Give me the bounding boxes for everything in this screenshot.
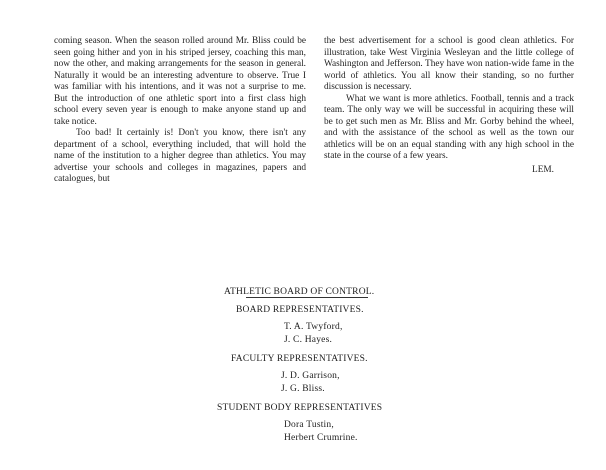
board-title: ATHLETIC BOARD OF CONTROL. <box>224 287 375 297</box>
faculty-member-bliss: J. G. Bliss. <box>281 384 325 394</box>
board-member-twyford: T. A. Twyford, <box>284 322 343 332</box>
board-member-hayes: J. C. Hayes. <box>284 335 333 345</box>
right-paragraph-2: What we want is more athletics. Football, tennis and a track team. The only way we will be successful in acquiring these will be to get such men as Mr. Bliss and Mr. Gorby behind the wheel, and with the assistance of the school as well as the town our athletics will be on an equal standing with any high school in the state in the course of a few years. <box>324 93 574 161</box>
faculty-representatives-heading: FACULTY REPRESENTATIVES. <box>231 354 368 364</box>
student-body-representatives-heading: STUDENT BODY REPRESENTATIVES <box>217 403 383 413</box>
board-representatives-heading: BOARD REPRESENTATIVES. <box>236 305 364 315</box>
right-text-column <box>324 36 574 176</box>
student-member-crumrine: Herbert Crumrine. <box>284 433 358 443</box>
left-text-column <box>54 36 306 186</box>
author-signature: LEM. <box>532 164 554 175</box>
right-paragraph-1: the best advertisement for a school is good clean athletics. For illustration, take West Virginia Wesleyan and the little college of Washington and Jefferson. They have won nation-wide fame in the world of athletics. You all know their standing, so no further discussion is necessary. <box>324 36 574 92</box>
faculty-member-garrison: J. D. Garrison, <box>281 371 340 381</box>
left-paragraph-1: coming season. When the season rolled around Mr. Bliss could be seen going hither and yon in his striped jersey, coaching this man, now the other, and making arrangements for the season in general. Naturally it would be an interesting adventure to observe. True I was familiar with his intentions, and it was not a surprise to me. But the introduction of one athletic sport into a first class high school every seven year is enough to make anyone stand up and take notice. <box>54 36 306 127</box>
left-paragraph-2: Too bad! It certainly is! Don't you know, there isn't any department of a school, everything included, that will hold the name of the institution to a higher degree than athletics. You may advertise your schools and colleges in magazines, papers and catalogues, but <box>54 128 306 184</box>
student-member-tustin: Dora Tustin, <box>284 420 334 430</box>
